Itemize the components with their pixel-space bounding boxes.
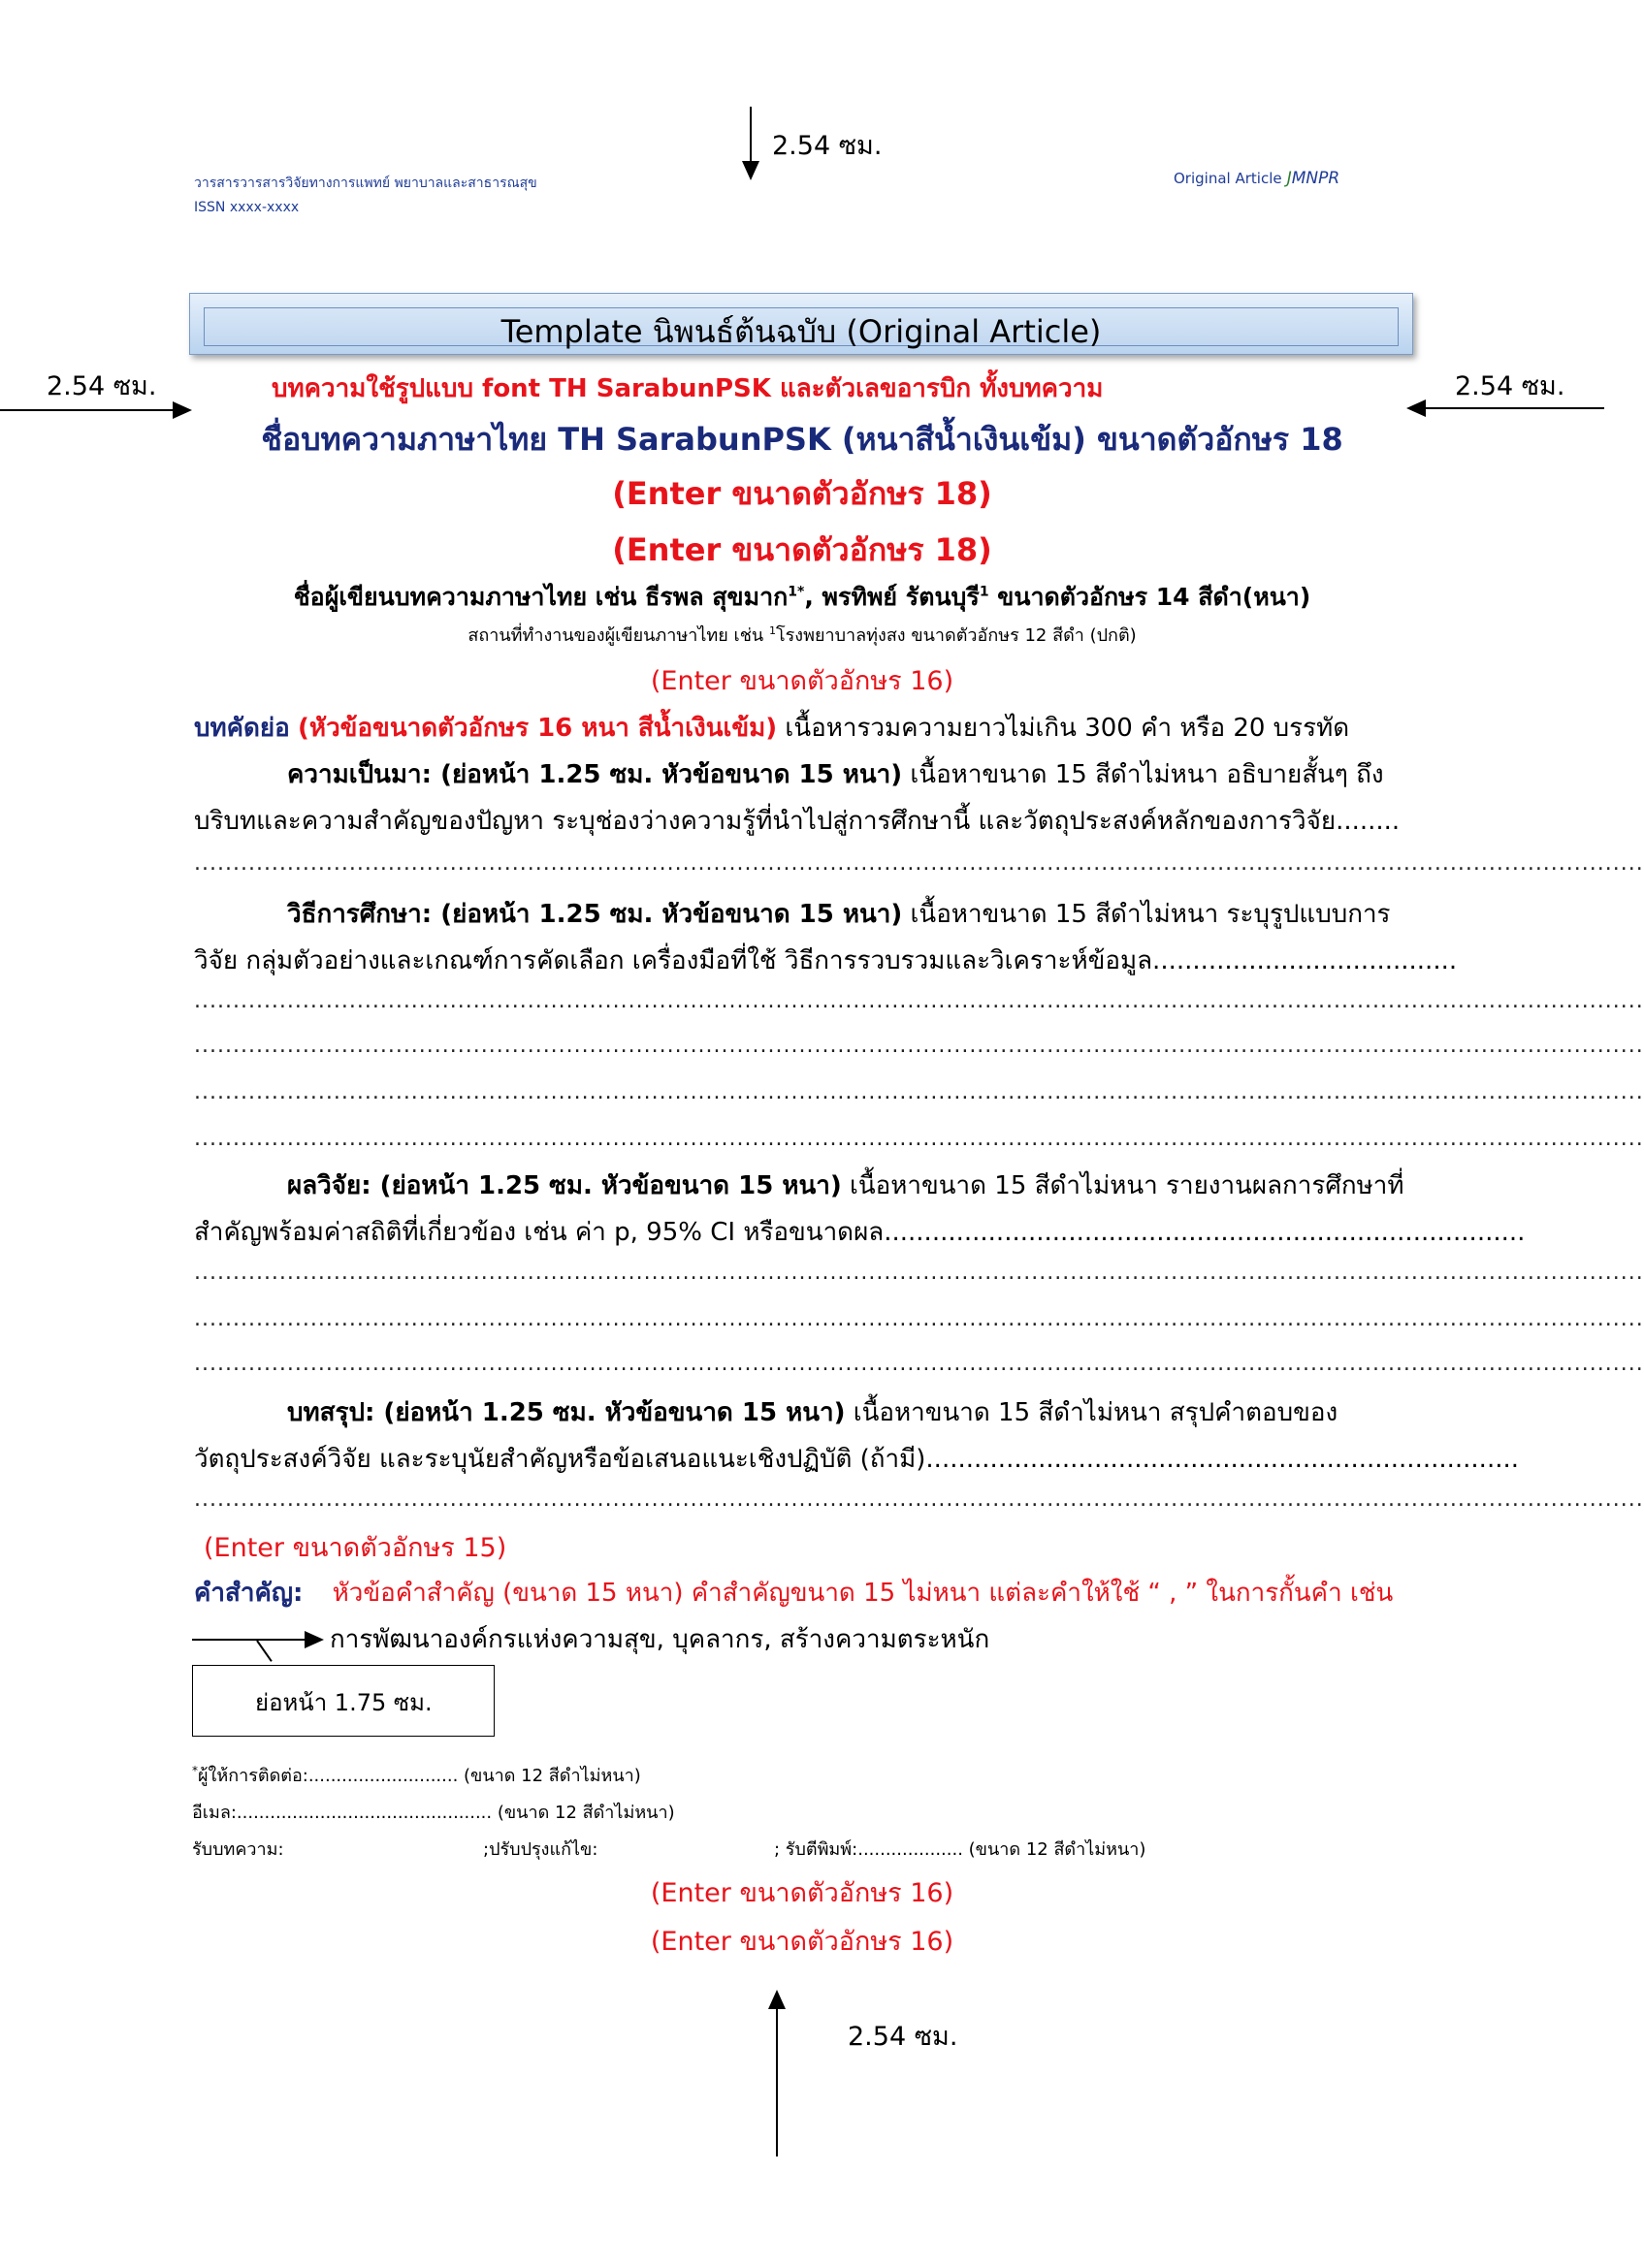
- keyword-indent-arrow-line: [192, 1639, 306, 1641]
- authors-line: [0, 578, 1604, 617]
- conclusion-line-2: วัตถุประสงค์วิจัย และระบุนัยสำคัญหรือข้อเสนอแนะเชิงปฏิบัติ (ถ้ามี)..........................................................................: [194, 1445, 1520, 1474]
- right-margin-arrow-line: [1426, 407, 1604, 409]
- background-text-1: เนื้อหาขนาด 15 สีดำไม่หนา อธิบายสั้นๆ ถึง: [902, 760, 1384, 789]
- indent-pointer-line: [256, 1640, 273, 1661]
- dotted-line: ...........................................................................................................................................................................................: [194, 851, 1644, 876]
- method-line-1: [287, 894, 1391, 934]
- keywords-label: คำสำคัญ:: [194, 1579, 304, 1608]
- affiliation-sup: 1: [768, 624, 776, 637]
- author-2: , พรทิพย์ รัตนบุรี: [804, 583, 980, 611]
- dotted-line: ...........................................................................................................................................................................................: [194, 989, 1644, 1013]
- journal-name: วารสารวารสารวิจัยทางการแพทย์ พยาบาลและสาธารณสุข: [194, 176, 537, 191]
- dotted-line: ...........................................................................................................................................................................................: [194, 1034, 1644, 1058]
- affiliation-line: [0, 621, 1604, 649]
- keywords-note: หัวข้อคำสำคัญ (ขนาด 15 หนา) คำสำคัญขนาด 15 ไม่หนา แต่ละคำให้ใช้ “ , ” ในการกั้นคำ เช่น: [332, 1579, 1394, 1608]
- result-heading: ผลวิจัย: (ย่อหน้า 1.25 ซม. หัวข้อขนาด 15 หนา): [287, 1171, 842, 1200]
- original-article-tag: [1174, 169, 1339, 188]
- conclusion-heading: บทสรุป: (ย่อหน้า 1.25 ซม. หัวข้อขนาด 15 หนา): [287, 1398, 846, 1427]
- original-article-label: Original Article: [1174, 170, 1282, 187]
- bottom-margin-arrow-line: [776, 2005, 778, 2156]
- affiliation-post: โรงพยาบาลทุ่งสง ขนาดตัวอักษร 12 สีดำ (ปกติ): [775, 625, 1137, 646]
- keywords-example: การพัฒนาองค์กรแห่งความสุข, บุคลากร, สร้างความตระหนัก: [330, 1625, 990, 1654]
- brand-j: J: [1286, 169, 1292, 188]
- abstract-heading-body: เนื้อหารวมความยาวไม่เกิน 300 คำ หรือ 20 บรรทัด: [777, 714, 1350, 743]
- enter16-line-1: (Enter ขนาดตัวอักษร 16): [650, 666, 954, 696]
- top-margin-arrow-line: [750, 107, 752, 165]
- author-1: ชื่อผู้เขียนบทความภาษาไทย เช่น ธีรพล สุขมาก: [293, 583, 789, 611]
- contact-line: [192, 1761, 641, 1789]
- enter16-line-3: (Enter ขนาดตัวอักษร 16): [650, 1927, 954, 1957]
- left-margin-arrow-line: [0, 409, 175, 411]
- banner-title: Template นิพนธ์ต้นฉบับ (Original Article): [500, 313, 1102, 350]
- enter16-line-2: (Enter ขนาดตัวอักษร 16): [650, 1878, 954, 1908]
- method-line-2: วิจัย กลุ่มตัวอย่างและเกณฑ์การคัดเลือก เครื่องมือที่ใช้ วิธีการรวบรวมและวิเคราะห์ข้อมูล......................................: [194, 946, 1458, 975]
- conclusion-text-1: เนื้อหาขนาด 15 สีดำไม่หนา สรุปคำตอบของ: [845, 1398, 1338, 1427]
- article-title: ชื่อบทความภาษาไทย TH SarabunPSK (หนาสีน้ำเงินเข้ม) ขนาดตัวอักษร 18: [261, 421, 1343, 458]
- contact-text: ผู้ให้การติดต่อ:........................... (ขนาด 12 สีดำไม่หนา): [198, 1766, 641, 1786]
- keywords-line: [194, 1573, 1393, 1613]
- received-label: รับบทความ:: [192, 1839, 284, 1860]
- result-text-1: เนื้อหาขนาด 15 สีดำไม่หนา รายงานผลการศึกษาที่: [841, 1171, 1404, 1200]
- font-note: บทความใช้รูปแบบ font TH SarabunPSK และตัวเลขอารบิก ทั้งบทความ: [272, 374, 1104, 403]
- dotted-line: ...........................................................................................................................................................................................: [194, 1080, 1644, 1104]
- dotted-line: ...........................................................................................................................................................................................: [194, 1261, 1644, 1285]
- title-banner: [189, 293, 1413, 355]
- accepted-label: ; รับตีพิมพ์:................... (ขนาด 12 สีดำไม่หนา): [774, 1839, 1146, 1860]
- right-margin-label: 2.54 ซม.: [1455, 371, 1565, 401]
- enter18-line-2: (Enter ขนาดตัวอักษร 18): [612, 531, 992, 568]
- enter18-line-1: (Enter ขนาดตัวอักษร 18): [612, 475, 992, 512]
- dotted-line: ...........................................................................................................................................................................................: [194, 1307, 1644, 1331]
- enter15-line: (Enter ขนาดตัวอักษร 15): [204, 1533, 507, 1563]
- indent-box-label: ย่อหน้า 1.75 ซม.: [255, 1689, 433, 1716]
- bottom-margin-label: 2.54 ซม.: [848, 2022, 958, 2052]
- contact-star: *: [192, 1764, 198, 1777]
- dotted-line: ...........................................................................................................................................................................................: [194, 1127, 1644, 1151]
- brand-logo: [1287, 169, 1339, 188]
- authors-note: ขนาดตัวอักษร 14 สีดำ(หนา): [988, 583, 1311, 611]
- background-heading: ความเป็นมา: (ย่อหน้า 1.25 ซม. หัวข้อขนาด 15 หนา): [287, 760, 903, 789]
- author-2-sup: 1: [979, 584, 989, 600]
- background-line-1: [287, 754, 1384, 794]
- result-line-2: สำคัญพร้อมค่าสถิติที่เกี่ยวข้อง เช่น ค่า p, 95% CI หรือขนาดผล................................................................................: [194, 1218, 1526, 1247]
- keyword-indent-arrow-head: [305, 1631, 324, 1648]
- dotted-line: ...........................................................................................................................................................................................: [194, 1352, 1644, 1376]
- background-line-2: บริบทและความสำคัญของปัญหา ระบุช่องว่างความรู้ที่นำไปสู่การศึกษานี้ และวัตถุประสงค์หลักของการวิจัย........: [194, 807, 1401, 836]
- method-heading: วิธีการศึกษา: (ย่อหน้า 1.25 ซม. หัวข้อขนาด 15 หนา): [287, 900, 903, 929]
- email-line: อีเมล:.............................................. (ขนาด 12 สีดำไม่หนา): [192, 1803, 675, 1823]
- affiliation-pre: สถานที่ทำงานของผู้เขียนภาษาไทย เช่น: [467, 625, 769, 646]
- abstract-heading-note: (หัวข้อขนาดตัวอักษร 16 หนา สีน้ำเงินเข้ม): [298, 714, 778, 743]
- top-margin-label: 2.54 ซม.: [772, 131, 883, 161]
- revised-label: ;ปรับปรุงแก้ไข:: [483, 1839, 598, 1860]
- top-margin-arrow-head: [742, 161, 759, 180]
- author-1-sup: 1*: [788, 584, 805, 600]
- abstract-heading: บทคัดย่อ: [194, 714, 290, 743]
- conclusion-line-1: [287, 1392, 1338, 1432]
- brand-rest: MNPR: [1291, 169, 1340, 188]
- result-line-1: [287, 1166, 1403, 1205]
- indent-box: [192, 1665, 495, 1737]
- method-text-1: เนื้อหาขนาด 15 สีดำไม่หนา ระบุรูปแบบการ: [902, 900, 1391, 929]
- left-margin-label: 2.54 ซม.: [47, 371, 157, 401]
- dotted-line: ...........................................................................................................................................................................................: [194, 1487, 1644, 1512]
- abstract-heading-line: [194, 708, 1349, 748]
- issn: ISSN xxxx-xxxx: [194, 200, 300, 215]
